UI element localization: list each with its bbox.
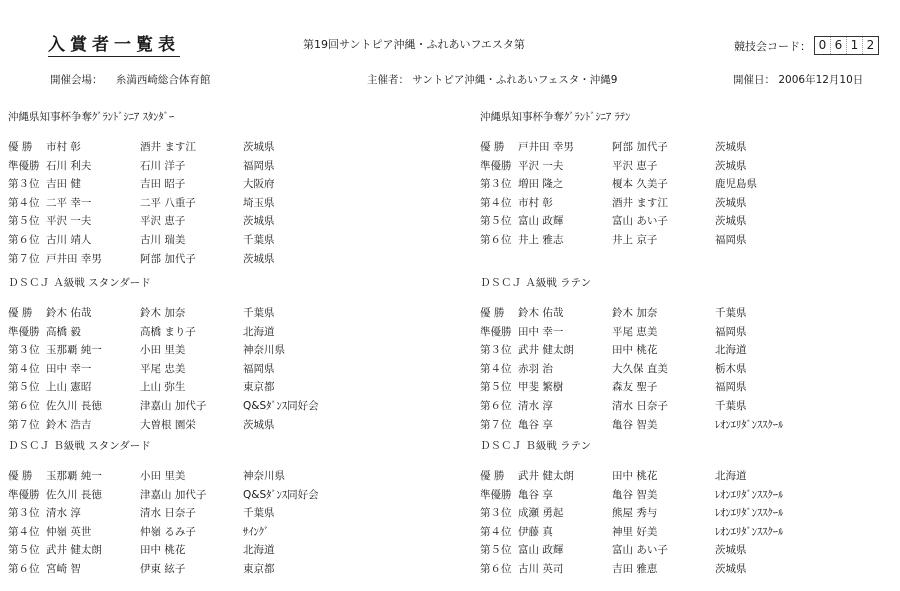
female-name: 小田 里美 bbox=[140, 470, 186, 482]
affiliation: 千葉県 bbox=[243, 307, 275, 319]
male-name: 増田 隆之 bbox=[518, 178, 564, 191]
code-box bbox=[814, 36, 879, 55]
section-title: 沖縄県知事杯争奪ｸﾞﾗﾝﾄﾞｼﾆｱ ｽﾀﾝﾀﾞｰ bbox=[8, 111, 175, 123]
rank: 第５位 bbox=[480, 544, 512, 557]
rank: 第６位 bbox=[480, 399, 512, 412]
rank: 優 勝 bbox=[8, 141, 33, 153]
rank: 第３位 bbox=[8, 344, 40, 357]
table-row bbox=[8, 504, 408, 523]
date-info bbox=[733, 72, 863, 87]
male-name: 玉那覇 純一 bbox=[46, 344, 102, 357]
male-name: 市村 彰 bbox=[46, 141, 81, 153]
affiliation: 福岡県 bbox=[243, 362, 275, 375]
male-name: 亀谷 享 bbox=[518, 488, 553, 501]
affiliation: 栃木県 bbox=[715, 362, 747, 375]
female-name: 二平 八重子 bbox=[140, 196, 196, 209]
table-row bbox=[480, 541, 880, 560]
table-row bbox=[480, 486, 880, 505]
rank: 第６位 bbox=[8, 233, 40, 246]
female-name: 熊屋 秀与 bbox=[612, 507, 658, 520]
affiliation: 福岡県 bbox=[715, 233, 747, 246]
female-name: 清水 日奈子 bbox=[612, 399, 668, 412]
affiliation: 埼玉県 bbox=[243, 196, 275, 209]
section-b-class-latin bbox=[480, 438, 880, 579]
affiliation: 茨城県 bbox=[715, 215, 747, 228]
page-title: 入賞者一覧表 bbox=[48, 30, 180, 57]
male-name: 古川 靖人 bbox=[46, 233, 92, 246]
table-row bbox=[480, 378, 880, 397]
male-name: 佐久川 長徳 bbox=[46, 488, 102, 501]
table-row bbox=[480, 523, 880, 542]
table-row bbox=[480, 138, 880, 157]
section-a-class-latin bbox=[480, 275, 880, 434]
section-title: ＤＳＣＪ Ａ級戦 ラテン bbox=[480, 277, 592, 289]
venue-name: 糸満西崎総合体育館 bbox=[115, 74, 211, 86]
table-row bbox=[480, 212, 880, 231]
female-name: 田中 桃花 bbox=[612, 470, 658, 482]
affiliation: 北海道 bbox=[715, 344, 747, 357]
male-name: 清水 淳 bbox=[518, 399, 553, 412]
rank: 準優勝 bbox=[8, 325, 40, 338]
table-row bbox=[480, 560, 880, 579]
female-name: 富山 あい子 bbox=[612, 544, 668, 557]
female-name: 阿部 加代子 bbox=[140, 252, 196, 265]
rank: 優 勝 bbox=[8, 470, 33, 482]
table-row bbox=[8, 541, 408, 560]
affiliation: 千葉県 bbox=[715, 399, 747, 412]
table-row bbox=[8, 378, 408, 397]
code-digit: 2 bbox=[866, 38, 875, 52]
rank: 第４位 bbox=[8, 362, 40, 375]
section-title: ＤＳＣＪ Ｂ級戦 スタンダード bbox=[8, 440, 151, 452]
rank: 第３位 bbox=[480, 507, 512, 520]
venue-info bbox=[50, 72, 210, 87]
female-name: 津嘉山 加代子 bbox=[140, 488, 207, 501]
male-name: 井上 雅志 bbox=[518, 233, 564, 246]
female-name: 阿部 加代子 bbox=[612, 141, 668, 153]
male-name: 宮崎 智 bbox=[46, 562, 81, 575]
affiliation: 北海道 bbox=[243, 544, 275, 557]
female-name: 田中 桃花 bbox=[612, 344, 658, 357]
affiliation: 茨城県 bbox=[715, 141, 747, 153]
male-name: 仲嶺 英世 bbox=[46, 525, 92, 538]
table-row bbox=[8, 360, 408, 379]
table-row bbox=[8, 231, 408, 250]
section-title: ＤＳＣＪ Ｂ級戦 ラテン bbox=[480, 440, 592, 452]
section-a-class-standard bbox=[8, 275, 408, 434]
male-name: 成瀬 勇起 bbox=[518, 507, 564, 520]
affiliation: 福岡県 bbox=[243, 159, 275, 172]
rank: 優 勝 bbox=[480, 470, 505, 482]
rank: 第６位 bbox=[8, 399, 40, 412]
table-row bbox=[480, 416, 880, 435]
table-row bbox=[480, 323, 880, 342]
male-name: 伊藤 真 bbox=[518, 525, 553, 538]
male-name: 鈴木 浩吉 bbox=[46, 418, 92, 431]
code-digit: 0 bbox=[815, 37, 831, 54]
date-label: 開催日： bbox=[733, 74, 775, 86]
affiliation: 神奈川県 bbox=[243, 344, 285, 357]
rank: 第４位 bbox=[480, 525, 512, 538]
rank: 準優勝 bbox=[480, 488, 512, 501]
affiliation: Q&Sﾀﾞﾝｽ同好会 bbox=[243, 488, 319, 501]
table-row bbox=[480, 175, 880, 194]
female-name: 榎本 久美子 bbox=[612, 178, 668, 191]
male-name: 古川 英司 bbox=[518, 562, 564, 575]
male-name: 戸井田 幸男 bbox=[518, 141, 574, 153]
male-name: 田中 幸一 bbox=[46, 362, 92, 375]
female-name: 平沢 恵子 bbox=[612, 159, 658, 172]
female-name: 神里 好美 bbox=[612, 525, 658, 538]
table-row bbox=[8, 560, 408, 579]
affiliation: ﾚｵﾝｴﾘﾀﾞﾝｽｽｸｰﾙ bbox=[715, 507, 784, 520]
rank: 第４位 bbox=[8, 196, 40, 209]
female-name: 亀谷 智美 bbox=[612, 418, 658, 431]
female-name: 小田 里美 bbox=[140, 344, 186, 357]
affiliation: 北海道 bbox=[715, 470, 747, 482]
organizer-info bbox=[367, 72, 617, 87]
rank: 第５位 bbox=[8, 215, 40, 228]
male-name: 市村 彰 bbox=[518, 196, 553, 209]
affiliation: 鹿児島県 bbox=[715, 178, 757, 191]
organizer-label: 主催者： bbox=[367, 74, 409, 86]
affiliation: 東京都 bbox=[243, 381, 275, 394]
male-name: 武井 健太朗 bbox=[46, 544, 102, 557]
affiliation: 茨城県 bbox=[243, 215, 275, 228]
female-name: 清水 日奈子 bbox=[140, 507, 196, 520]
female-name: 富山 あい子 bbox=[612, 215, 668, 228]
affiliation: ﾚｵﾝｴﾘﾀﾞﾝｽｽｸｰﾙ bbox=[715, 488, 784, 501]
female-name: 酒井 ます江 bbox=[140, 141, 196, 153]
affiliation: ｻｲﾝｸﾞ bbox=[243, 525, 270, 538]
affiliation: 神奈川県 bbox=[243, 470, 285, 482]
male-name: 吉田 健 bbox=[46, 178, 81, 191]
affiliation: 北海道 bbox=[243, 325, 275, 338]
male-name: 亀谷 享 bbox=[518, 418, 553, 431]
female-name: 石川 洋子 bbox=[140, 159, 186, 172]
male-name: 二平 幸一 bbox=[46, 196, 92, 209]
rank: 第５位 bbox=[8, 544, 40, 557]
affiliation: Q&Sﾀﾞﾝｽ同好会 bbox=[243, 399, 319, 412]
table-row bbox=[480, 467, 880, 486]
male-name: 高橋 毅 bbox=[46, 325, 81, 338]
male-name: 田中 幸一 bbox=[518, 325, 564, 338]
affiliation: ﾚｵﾝｴﾘﾀﾞﾝｽｽｸｰﾙ bbox=[715, 418, 784, 431]
female-name: 仲嶺 るみ子 bbox=[140, 525, 196, 538]
table-row bbox=[8, 416, 408, 435]
female-name: 吉田 昭子 bbox=[140, 178, 186, 191]
code-label: 競技会コード： bbox=[734, 39, 811, 53]
rank: 準優勝 bbox=[8, 159, 40, 172]
rank: 第５位 bbox=[480, 381, 512, 394]
male-name: 武井 健太朗 bbox=[518, 470, 574, 482]
section-title: 沖縄県知事杯争奪ｸﾞﾗﾝﾄﾞｼﾆｱ ﾗﾃﾝ bbox=[480, 111, 631, 123]
male-name: 鈴木 佑哉 bbox=[518, 307, 564, 319]
male-name: 玉那覇 純一 bbox=[46, 470, 102, 482]
rank: 第３位 bbox=[8, 507, 40, 520]
male-name: 赤羽 治 bbox=[518, 362, 553, 375]
female-name: 酒井 ます江 bbox=[612, 196, 668, 209]
male-name: 武井 健太朗 bbox=[518, 344, 574, 357]
affiliation: ﾚｵﾝｴﾘﾀﾞﾝｽｽｸｰﾙ bbox=[715, 525, 784, 538]
affiliation: 茨城県 bbox=[243, 252, 275, 265]
rank: 第６位 bbox=[8, 562, 40, 575]
rank: 第４位 bbox=[8, 525, 40, 538]
table-row bbox=[480, 341, 880, 360]
table-row bbox=[480, 360, 880, 379]
male-name: 佐久川 長徳 bbox=[46, 399, 102, 412]
rank: 第７位 bbox=[8, 252, 40, 265]
table-row bbox=[480, 194, 880, 213]
table-row bbox=[8, 397, 408, 416]
male-name: 清水 淳 bbox=[46, 507, 81, 520]
affiliation: 茨城県 bbox=[715, 544, 747, 557]
section-grand-senior-standard bbox=[8, 109, 408, 268]
table-row bbox=[8, 194, 408, 213]
affiliation: 茨城県 bbox=[715, 159, 747, 172]
table-row bbox=[480, 504, 880, 523]
rank: 準優勝 bbox=[8, 488, 40, 501]
competition-code bbox=[734, 36, 879, 55]
rank: 第７位 bbox=[8, 418, 40, 431]
male-name: 鈴木 佑哉 bbox=[46, 307, 92, 319]
date-value: 2006年12月10日 bbox=[778, 74, 864, 86]
rank: 第７位 bbox=[480, 418, 512, 431]
table-row bbox=[8, 323, 408, 342]
affiliation: 大阪府 bbox=[243, 178, 275, 191]
rank: 優 勝 bbox=[480, 141, 505, 153]
affiliation: 千葉県 bbox=[243, 507, 275, 520]
male-name: 平沢 一夫 bbox=[518, 159, 564, 172]
rank: 第５位 bbox=[8, 381, 40, 394]
male-name: 甲斐 繁樹 bbox=[518, 381, 564, 394]
affiliation: 千葉県 bbox=[243, 233, 275, 246]
affiliation: 東京都 bbox=[243, 562, 275, 575]
female-name: 津嘉山 加代子 bbox=[140, 399, 207, 412]
table-row bbox=[8, 523, 408, 542]
table-row bbox=[8, 138, 408, 157]
rank: 第６位 bbox=[480, 562, 512, 575]
male-name: 平沢 一夫 bbox=[46, 215, 92, 228]
female-name: 田中 桃花 bbox=[140, 544, 186, 557]
rank: 優 勝 bbox=[480, 307, 505, 319]
rank: 第３位 bbox=[8, 178, 40, 191]
affiliation: 千葉県 bbox=[715, 307, 747, 319]
rank: 第５位 bbox=[480, 215, 512, 228]
female-name: 森友 聖子 bbox=[612, 381, 658, 394]
code-digit: 1 bbox=[847, 37, 863, 54]
male-name: 戸井田 幸男 bbox=[46, 252, 102, 265]
affiliation: 茨城県 bbox=[243, 418, 275, 431]
affiliation: 茨城県 bbox=[715, 562, 747, 575]
rank: 第４位 bbox=[480, 362, 512, 375]
table-row bbox=[480, 157, 880, 176]
affiliation: 福岡県 bbox=[715, 325, 747, 338]
table-row bbox=[8, 175, 408, 194]
male-name: 上山 憲昭 bbox=[46, 381, 92, 394]
affiliation: 福岡県 bbox=[715, 381, 747, 394]
section-grand-senior-latin bbox=[480, 109, 880, 250]
venue-label: 開催会場： bbox=[50, 74, 103, 86]
female-name: 吉田 雅恵 bbox=[612, 562, 658, 575]
table-row bbox=[480, 231, 880, 250]
organizer-name: サントピア沖縄・ふれあいフェスタ・沖縄9 bbox=[412, 74, 618, 86]
female-name: 鈴木 加奈 bbox=[140, 307, 186, 319]
female-name: 井上 京子 bbox=[612, 233, 658, 246]
rank: 準優勝 bbox=[480, 325, 512, 338]
male-name: 富山 政輝 bbox=[518, 215, 564, 228]
affiliation: 茨城県 bbox=[243, 141, 275, 153]
section-b-class-standard bbox=[8, 438, 408, 579]
table-row bbox=[8, 467, 408, 486]
female-name: 平尾 忠美 bbox=[140, 362, 186, 375]
female-name: 平沢 恵子 bbox=[140, 215, 186, 228]
female-name: 大久保 直美 bbox=[612, 362, 668, 375]
female-name: 古川 瑞美 bbox=[140, 233, 186, 246]
table-row bbox=[8, 250, 408, 269]
female-name: 亀谷 智美 bbox=[612, 488, 658, 501]
rank: 準優勝 bbox=[480, 159, 512, 172]
table-row bbox=[480, 304, 880, 323]
female-name: 上山 弥生 bbox=[140, 381, 186, 394]
rank: 第３位 bbox=[480, 178, 512, 191]
male-name: 富山 政輝 bbox=[518, 544, 564, 557]
female-name: 伊東 絃子 bbox=[140, 562, 186, 575]
table-row bbox=[8, 486, 408, 505]
code-digit: 6 bbox=[831, 37, 847, 54]
table-row bbox=[8, 341, 408, 360]
rank: 第６位 bbox=[480, 233, 512, 246]
event-name: 第19回サントピア沖縄・ふれあいフエスタ第 bbox=[303, 38, 525, 51]
table-row bbox=[8, 304, 408, 323]
affiliation: 茨城県 bbox=[715, 196, 747, 209]
female-name: 大曽根 園栄 bbox=[140, 418, 196, 431]
male-name: 石川 利夫 bbox=[46, 159, 92, 172]
rank: 第４位 bbox=[480, 196, 512, 209]
rank: 第３位 bbox=[480, 344, 512, 357]
section-title: ＤＳＣＪ Ａ級戦 スタンダード bbox=[8, 277, 151, 289]
female-name: 鈴木 加奈 bbox=[612, 307, 658, 319]
female-name: 高橋 まり子 bbox=[140, 325, 196, 338]
table-row bbox=[480, 397, 880, 416]
table-row bbox=[8, 157, 408, 176]
rank: 優 勝 bbox=[8, 307, 33, 319]
table-row bbox=[8, 212, 408, 231]
female-name: 平尾 恵美 bbox=[612, 325, 658, 338]
